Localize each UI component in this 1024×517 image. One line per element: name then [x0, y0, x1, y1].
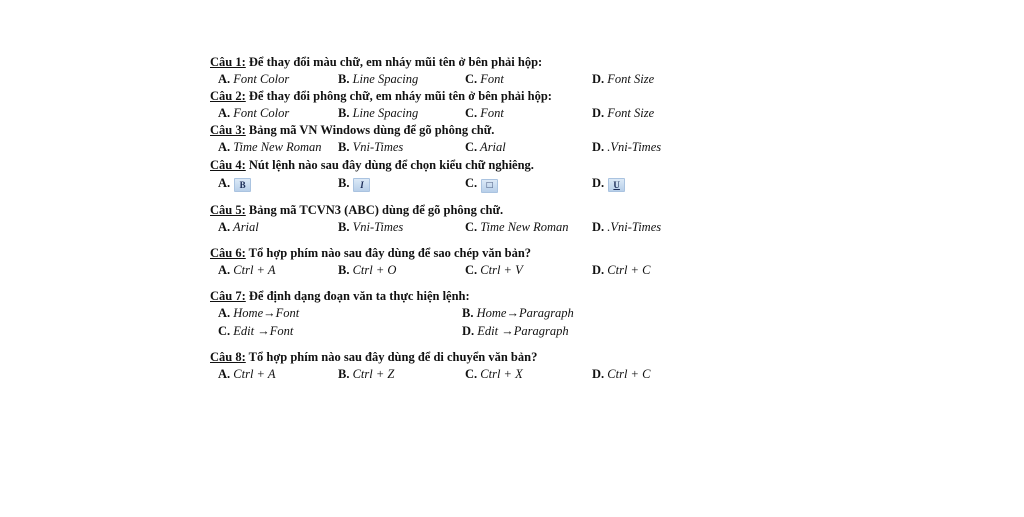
q6-option-c: C. Ctrl + V — [465, 263, 523, 277]
q3-option-c: C. Arial — [465, 140, 506, 154]
question-7-text: Để định dạng đoạn văn ta thực hiện lệnh: — [245, 289, 470, 303]
question-7-options-row-2 — [0, 324, 1024, 339]
bold-format-icon: B — [234, 178, 251, 192]
q4-option-c: C. □ — [465, 176, 498, 193]
q1-option-b: B. Line Spacing — [338, 72, 419, 86]
q7-option-d: D. Edit →Paragraph — [462, 324, 569, 338]
question-4-options — [0, 176, 1024, 191]
question-5 — [210, 203, 503, 218]
q5-option-b: B. Vni-Times — [338, 220, 404, 234]
question-2 — [210, 89, 552, 104]
question-2-label: Câu 2: — [210, 89, 246, 103]
italic-format-icon: I — [353, 178, 370, 192]
q1-option-a: A. Font Color — [218, 72, 290, 86]
question-8-text: Tổ hợp phím nào sau đây dùng để di chuyển văn bản? — [245, 350, 538, 364]
question-2-text: Để thay đổi phông chữ, em nháy mũi tên ở bên phải hộp: — [245, 89, 552, 103]
question-6-label: Câu 6: — [210, 246, 246, 260]
question-3-label: Câu 3: — [210, 123, 246, 137]
border-format-icon: □ — [481, 179, 498, 193]
q6-option-d: D. Ctrl + C — [592, 263, 651, 277]
q6-option-b: B. Ctrl + O — [338, 263, 397, 277]
q1-option-c: C. Font — [465, 72, 504, 86]
q6-option-a: A. Ctrl + A — [218, 263, 276, 277]
q7-option-a: A. Home→Font — [218, 306, 300, 320]
question-5-text: Bảng mã TCVN3 (ABC) dùng để gõ phông chữ. — [245, 203, 504, 217]
q2-option-c: C. Font — [465, 106, 504, 120]
question-7-label: Câu 7: — [210, 289, 246, 303]
q1-option-d: D. Font Size — [592, 72, 655, 86]
q2-option-d: D. Font Size — [592, 106, 655, 120]
q2-option-b: B. Line Spacing — [338, 106, 419, 120]
question-8 — [210, 350, 537, 365]
q7-option-c: C. Edit →Font — [218, 324, 294, 338]
q5-option-a: A. Arial — [218, 220, 259, 234]
question-6-options — [0, 263, 1024, 278]
question-1-label: Câu 1: — [210, 55, 246, 69]
q4-option-a: A. B — [218, 176, 251, 192]
q8-option-a: A. Ctrl + A — [218, 367, 276, 381]
question-4 — [210, 158, 534, 173]
question-2-options — [0, 106, 1024, 121]
q4-option-b: B. I — [338, 176, 370, 192]
underline-format-icon: U — [608, 178, 625, 192]
q3-option-b: B. Vni-Times — [338, 140, 404, 154]
q8-option-b: B. Ctrl + Z — [338, 367, 395, 381]
q8-option-c: C. Ctrl + X — [465, 367, 523, 381]
question-6 — [210, 246, 531, 261]
question-5-options — [0, 220, 1024, 235]
question-4-text: Nút lệnh nào sau đây dùng để chọn kiểu chữ nghiêng. — [245, 158, 534, 172]
question-7 — [210, 289, 470, 304]
q3-option-d: D. .Vni-Times — [592, 140, 662, 154]
question-3-text: Bảng mã VN Windows dùng để gõ phông chữ. — [245, 123, 495, 137]
q5-option-d: D. .Vni-Times — [592, 220, 662, 234]
question-3-options — [0, 140, 1024, 155]
question-1 — [210, 55, 542, 70]
question-1-text: Để thay đổi màu chữ, em nháy mũi tên ở bên phải hộp: — [245, 55, 543, 69]
question-7-options-row-1 — [0, 306, 1024, 321]
question-8-options — [0, 367, 1024, 382]
q2-option-a: A. Font Color — [218, 106, 290, 120]
q8-option-d: D. Ctrl + C — [592, 367, 651, 381]
question-1-options — [0, 72, 1024, 87]
q3-option-a: A. Time New Roman — [218, 140, 322, 154]
q7-option-b: B. Home→Paragraph — [462, 306, 574, 320]
question-3 — [210, 123, 494, 138]
question-4-label: Câu 4: — [210, 158, 246, 172]
q5-option-c: C. Time New Roman — [465, 220, 569, 234]
question-6-text: Tổ hợp phím nào sau đây dùng để sao chép văn bản? — [245, 246, 532, 260]
question-5-label: Câu 5: — [210, 203, 246, 217]
question-8-label: Câu 8: — [210, 350, 246, 364]
q4-option-d: D. U — [592, 176, 625, 192]
